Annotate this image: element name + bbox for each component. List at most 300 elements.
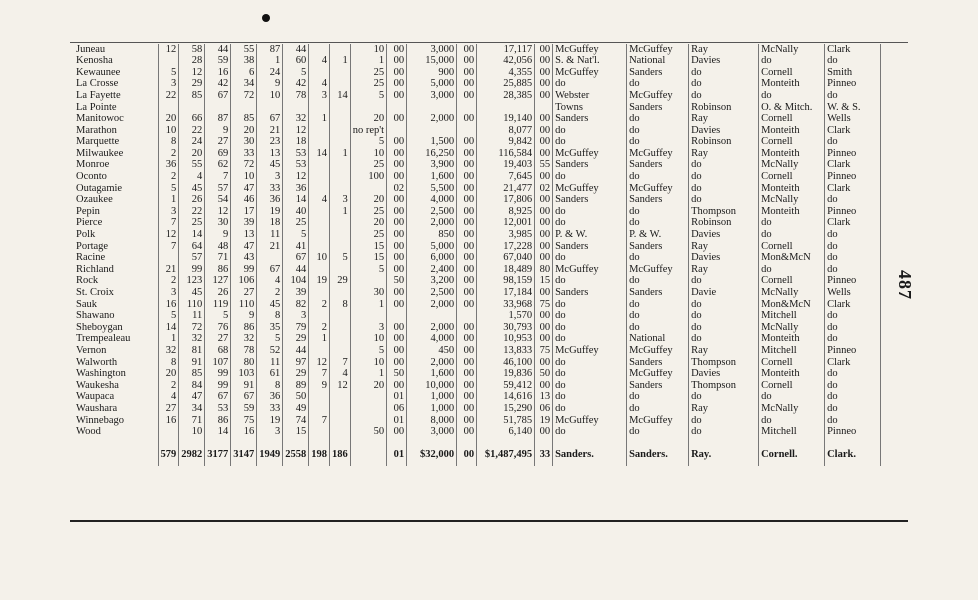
number-cell: 00 bbox=[535, 56, 553, 68]
number-cell: 67 bbox=[231, 392, 257, 404]
number-cell: 02 bbox=[535, 183, 553, 195]
number-cell: 51,785 bbox=[477, 415, 535, 427]
number-cell: 00 bbox=[535, 125, 553, 137]
number-cell: 12 bbox=[283, 172, 309, 184]
number-cell: 450 bbox=[407, 345, 457, 357]
county-name-cell: Polk bbox=[74, 230, 158, 242]
textbook-cell: do bbox=[689, 415, 759, 427]
number-cell: 30 bbox=[350, 287, 386, 299]
number-cell: 1 bbox=[330, 206, 351, 218]
textbook-cell: Clark bbox=[825, 357, 881, 369]
number-cell: 15,000 bbox=[407, 56, 457, 68]
textbook-cell: McNally bbox=[759, 287, 825, 299]
textbook-cell: do bbox=[627, 403, 689, 415]
number-cell: 4 bbox=[309, 79, 330, 91]
number-cell: 01 bbox=[387, 392, 407, 404]
number-cell: 85 bbox=[179, 369, 205, 381]
county-name-cell: Waukesha bbox=[74, 380, 158, 392]
number-cell bbox=[330, 427, 351, 439]
textbook-cell: Clark bbox=[825, 125, 881, 137]
number-cell: 1 bbox=[158, 334, 179, 346]
number-cell: 21 bbox=[158, 264, 179, 276]
number-cell: 00 bbox=[387, 67, 407, 79]
number-cell: 30 bbox=[205, 218, 231, 230]
number-cell: 44 bbox=[205, 44, 231, 56]
number-cell: 00 bbox=[387, 334, 407, 346]
textbook-cell: McGuffey bbox=[627, 44, 689, 56]
table-row bbox=[74, 148, 881, 160]
number-cell: 19 bbox=[257, 415, 283, 427]
textbook-cell: do bbox=[553, 392, 627, 404]
number-cell: 00 bbox=[457, 276, 477, 288]
textbook-cell: Sanders bbox=[627, 195, 689, 207]
number-cell: $32,000 bbox=[407, 438, 457, 466]
number-cell bbox=[387, 125, 407, 137]
number-cell: 3,985 bbox=[477, 230, 535, 242]
textbook-cell: do bbox=[627, 125, 689, 137]
number-cell: 67 bbox=[257, 114, 283, 126]
textbook-cell: W. & S. bbox=[825, 102, 881, 114]
table-row bbox=[74, 90, 881, 102]
number-cell: 53 bbox=[283, 160, 309, 172]
number-cell bbox=[309, 67, 330, 79]
textbook-cell: do bbox=[553, 380, 627, 392]
number-cell: 6 bbox=[231, 67, 257, 79]
textbook-cell: do bbox=[553, 218, 627, 230]
number-cell: 15 bbox=[535, 276, 553, 288]
number-cell: 00 bbox=[535, 44, 553, 56]
table-row bbox=[74, 230, 881, 242]
number-cell bbox=[309, 241, 330, 253]
county-name-cell: St. Croix bbox=[74, 287, 158, 299]
textbook-cell: Towns bbox=[553, 102, 627, 114]
number-cell bbox=[330, 287, 351, 299]
textbook-cell: Wells bbox=[825, 287, 881, 299]
textbook-cell: do bbox=[825, 137, 881, 149]
number-cell: 00 bbox=[457, 438, 477, 466]
number-cell: 10 bbox=[231, 172, 257, 184]
county-name-cell: Pierce bbox=[74, 218, 158, 230]
number-cell: 00 bbox=[387, 195, 407, 207]
textbook-cell: do bbox=[553, 172, 627, 184]
textbook-cell: Sanders bbox=[627, 287, 689, 299]
number-cell: 2,500 bbox=[407, 287, 457, 299]
number-cell: 19 bbox=[309, 276, 330, 288]
county-name-cell: Shawano bbox=[74, 311, 158, 323]
number-cell bbox=[350, 438, 386, 466]
number-cell: 11 bbox=[179, 311, 205, 323]
number-cell: 06 bbox=[535, 403, 553, 415]
number-cell: 78 bbox=[283, 90, 309, 102]
textbook-cell: Sanders bbox=[553, 241, 627, 253]
textbook-cell: do bbox=[825, 334, 881, 346]
number-cell: 54 bbox=[205, 195, 231, 207]
table-row bbox=[74, 322, 881, 334]
number-cell bbox=[309, 206, 330, 218]
number-cell: 12 bbox=[309, 357, 330, 369]
number-cell bbox=[350, 276, 386, 288]
textbook-cell: Cornell bbox=[759, 276, 825, 288]
number-cell: 45 bbox=[257, 299, 283, 311]
number-cell: 50 bbox=[283, 392, 309, 404]
textbook-cell: do bbox=[553, 253, 627, 265]
textbook-cell: do bbox=[627, 427, 689, 439]
textbook-cell: Clark bbox=[825, 299, 881, 311]
textbook-cell: Ray bbox=[689, 114, 759, 126]
textbook-cell: McNally bbox=[759, 195, 825, 207]
number-cell: 50 bbox=[387, 369, 407, 381]
textbook-cell: McGuffey bbox=[553, 44, 627, 56]
number-cell: 2 bbox=[158, 276, 179, 288]
number-cell: 9 bbox=[231, 311, 257, 323]
number-cell: 6,000 bbox=[407, 253, 457, 265]
county-name-cell: La Pointe bbox=[74, 102, 158, 114]
textbook-cell: Cornell. bbox=[759, 438, 825, 466]
table-row bbox=[74, 56, 881, 68]
number-cell: 89 bbox=[283, 380, 309, 392]
textbook-cell: Monteith bbox=[759, 206, 825, 218]
number-cell: 25 bbox=[350, 206, 386, 218]
number-cell: 75 bbox=[231, 415, 257, 427]
number-cell: 19,836 bbox=[477, 369, 535, 381]
number-cell: 00 bbox=[387, 345, 407, 357]
number-cell: 29 bbox=[179, 79, 205, 91]
number-cell bbox=[231, 102, 257, 114]
textbook-cell: do bbox=[627, 172, 689, 184]
county-name-cell: Racine bbox=[74, 253, 158, 265]
number-cell: 99 bbox=[179, 264, 205, 276]
textbook-cell: McGuffey bbox=[627, 183, 689, 195]
textbook-cell: do bbox=[627, 114, 689, 126]
textbook-cell: National bbox=[627, 334, 689, 346]
county-name-cell: Winnebago bbox=[74, 415, 158, 427]
textbook-cell: do bbox=[553, 334, 627, 346]
textbook-cell: do bbox=[825, 415, 881, 427]
number-cell: 27 bbox=[158, 403, 179, 415]
textbook-cell: Mon&McN bbox=[759, 299, 825, 311]
number-cell: 110 bbox=[179, 299, 205, 311]
county-name-cell: Monroe bbox=[74, 160, 158, 172]
number-cell: 74 bbox=[283, 415, 309, 427]
number-cell: 00 bbox=[387, 241, 407, 253]
number-cell: 00 bbox=[387, 44, 407, 56]
textbook-cell: Monteith bbox=[759, 125, 825, 137]
number-cell: 75 bbox=[535, 345, 553, 357]
textbook-cell: Cornell bbox=[759, 67, 825, 79]
number-cell: 2 bbox=[158, 380, 179, 392]
textbook-cell: S. & Nat'l. bbox=[553, 56, 627, 68]
table-row bbox=[74, 345, 881, 357]
number-cell: 15 bbox=[350, 253, 386, 265]
number-cell: 00 bbox=[535, 334, 553, 346]
number-cell bbox=[330, 79, 351, 91]
textbook-cell: McGuffey bbox=[553, 345, 627, 357]
textbook-cell: Cornell bbox=[759, 137, 825, 149]
county-name-cell: Washington bbox=[74, 369, 158, 381]
number-cell: 3 bbox=[283, 311, 309, 323]
number-cell: 00 bbox=[457, 253, 477, 265]
textbook-cell: Mitchell bbox=[759, 345, 825, 357]
number-cell: 4,000 bbox=[407, 334, 457, 346]
number-cell bbox=[387, 102, 407, 114]
textbook-cell: Mitchell bbox=[759, 427, 825, 439]
number-cell: 75 bbox=[535, 299, 553, 311]
number-cell: 3 bbox=[309, 90, 330, 102]
textbook-cell: do bbox=[825, 403, 881, 415]
number-cell: 1 bbox=[309, 114, 330, 126]
number-cell: 50 bbox=[535, 369, 553, 381]
number-cell: $1,487,495 bbox=[477, 438, 535, 466]
number-cell: 10 bbox=[350, 357, 386, 369]
textbook-cell: Pinneo bbox=[825, 206, 881, 218]
number-cell: 3177 bbox=[205, 438, 231, 466]
number-cell: 12 bbox=[158, 44, 179, 56]
textbook-cell: do bbox=[825, 322, 881, 334]
number-cell: 1,570 bbox=[477, 311, 535, 323]
number-cell: 01 bbox=[387, 438, 407, 466]
number-cell: 20 bbox=[179, 148, 205, 160]
number-cell: 3,000 bbox=[407, 427, 457, 439]
number-cell: 123 bbox=[179, 276, 205, 288]
number-cell: 00 bbox=[457, 334, 477, 346]
number-cell: 00 bbox=[387, 357, 407, 369]
number-cell: 3 bbox=[158, 206, 179, 218]
number-cell: 67 bbox=[257, 264, 283, 276]
textbook-cell: do bbox=[759, 264, 825, 276]
number-cell: 7,645 bbox=[477, 172, 535, 184]
number-cell: 38 bbox=[231, 56, 257, 68]
number-cell: 9,842 bbox=[477, 137, 535, 149]
county-statistics-table bbox=[74, 44, 881, 466]
number-cell: 24 bbox=[257, 67, 283, 79]
number-cell: 72 bbox=[231, 160, 257, 172]
table-row bbox=[74, 67, 881, 79]
number-cell: 12 bbox=[283, 125, 309, 137]
table-row bbox=[74, 183, 881, 195]
number-cell bbox=[309, 137, 330, 149]
textbook-cell: Ray bbox=[689, 241, 759, 253]
number-cell: 5 bbox=[350, 345, 386, 357]
number-cell bbox=[330, 125, 351, 137]
county-name-cell: Kewaunee bbox=[74, 67, 158, 79]
number-cell: 50 bbox=[350, 427, 386, 439]
number-cell: 00 bbox=[387, 264, 407, 276]
textbook-cell: McGuffey bbox=[553, 67, 627, 79]
number-cell: 00 bbox=[387, 79, 407, 91]
number-cell: 45 bbox=[179, 287, 205, 299]
textbook-cell: Sanders bbox=[553, 287, 627, 299]
number-cell: 2,000 bbox=[407, 299, 457, 311]
textbook-cell: Clark bbox=[825, 44, 881, 56]
number-cell: 18 bbox=[283, 137, 309, 149]
number-cell: 00 bbox=[387, 218, 407, 230]
number-cell bbox=[205, 102, 231, 114]
number-cell: 16,250 bbox=[407, 148, 457, 160]
number-cell: 25 bbox=[283, 218, 309, 230]
number-cell: 40 bbox=[283, 206, 309, 218]
textbook-cell: Sanders bbox=[553, 160, 627, 172]
number-cell: 4 bbox=[179, 172, 205, 184]
number-cell: 17,806 bbox=[477, 195, 535, 207]
textbook-cell: Sanders bbox=[627, 102, 689, 114]
textbook-cell: McGuffey bbox=[553, 183, 627, 195]
number-cell: 15 bbox=[283, 427, 309, 439]
textbook-cell: Pinneo bbox=[825, 276, 881, 288]
number-cell: 27 bbox=[231, 287, 257, 299]
textbook-cell: do bbox=[627, 137, 689, 149]
number-cell: 3 bbox=[158, 79, 179, 91]
table-row bbox=[74, 195, 881, 207]
number-cell: 8,077 bbox=[477, 125, 535, 137]
number-cell bbox=[257, 102, 283, 114]
table-row bbox=[74, 357, 881, 369]
number-cell: 97 bbox=[283, 357, 309, 369]
textbook-cell: Clark bbox=[825, 218, 881, 230]
number-cell bbox=[309, 218, 330, 230]
number-cell: 18,489 bbox=[477, 264, 535, 276]
number-cell: 69 bbox=[205, 148, 231, 160]
textbook-cell: do bbox=[825, 392, 881, 404]
textbook-cell: Ray bbox=[689, 403, 759, 415]
number-cell: 44 bbox=[283, 345, 309, 357]
number-cell: 44 bbox=[283, 44, 309, 56]
textbook-cell: O. & Mitch. bbox=[759, 102, 825, 114]
number-cell: 00 bbox=[387, 148, 407, 160]
number-cell: 1 bbox=[257, 56, 283, 68]
number-cell: 20 bbox=[350, 195, 386, 207]
textbook-cell: do bbox=[825, 56, 881, 68]
textbook-cell: P. & W. bbox=[627, 230, 689, 242]
number-cell: 00 bbox=[457, 287, 477, 299]
table-row bbox=[74, 79, 881, 91]
county-name-cell: Manitowoc bbox=[74, 114, 158, 126]
textbook-cell: McGuffey bbox=[627, 345, 689, 357]
number-cell: 22 bbox=[179, 125, 205, 137]
number-cell: 5 bbox=[158, 67, 179, 79]
textbook-cell: Cornell bbox=[759, 114, 825, 126]
number-cell: 33 bbox=[535, 438, 553, 466]
number-cell: 67 bbox=[205, 90, 231, 102]
county-name-cell: Outagamie bbox=[74, 183, 158, 195]
number-cell: 14 bbox=[309, 148, 330, 160]
number-cell: 5 bbox=[205, 311, 231, 323]
number-cell: 67,040 bbox=[477, 253, 535, 265]
textbook-cell: Thompson bbox=[689, 380, 759, 392]
number-cell: 59,412 bbox=[477, 380, 535, 392]
textbook-cell: do bbox=[627, 276, 689, 288]
number-cell: 36 bbox=[257, 392, 283, 404]
number-cell: 4,000 bbox=[407, 195, 457, 207]
number-cell: 14 bbox=[179, 230, 205, 242]
textbook-cell: do bbox=[759, 392, 825, 404]
number-cell: 579 bbox=[158, 438, 179, 466]
table-row bbox=[74, 264, 881, 276]
number-cell: 8,925 bbox=[477, 206, 535, 218]
table-row bbox=[74, 137, 881, 149]
number-cell: 3 bbox=[158, 287, 179, 299]
number-cell: 1,000 bbox=[407, 403, 457, 415]
number-cell: 8 bbox=[158, 137, 179, 149]
number-cell: 8 bbox=[257, 311, 283, 323]
number-cell: 00 bbox=[457, 218, 477, 230]
number-cell: 2,000 bbox=[407, 114, 457, 126]
textbook-cell: Robinson bbox=[689, 218, 759, 230]
number-cell: 48 bbox=[205, 241, 231, 253]
number-cell: 1 bbox=[158, 195, 179, 207]
number-cell: 66 bbox=[179, 114, 205, 126]
textbook-cell: do bbox=[689, 67, 759, 79]
textbook-cell: do bbox=[689, 299, 759, 311]
number-cell: 20 bbox=[350, 114, 386, 126]
textbook-cell: Davie bbox=[689, 287, 759, 299]
textbook-cell: Ray bbox=[689, 264, 759, 276]
number-cell: 34 bbox=[231, 79, 257, 91]
number-cell: 13 bbox=[231, 230, 257, 242]
number-cell: 104 bbox=[283, 276, 309, 288]
number-cell: 34 bbox=[179, 403, 205, 415]
number-cell bbox=[158, 56, 179, 68]
textbook-cell: do bbox=[627, 299, 689, 311]
number-cell: 00 bbox=[457, 79, 477, 91]
number-cell: 198 bbox=[309, 438, 330, 466]
county-name-cell: Kenosha bbox=[74, 56, 158, 68]
textbook-cell: Monteith bbox=[759, 148, 825, 160]
number-cell: 20 bbox=[231, 125, 257, 137]
number-cell: 5 bbox=[350, 90, 386, 102]
textbook-cell: do bbox=[553, 125, 627, 137]
number-cell: 00 bbox=[387, 90, 407, 102]
number-cell: 00 bbox=[535, 195, 553, 207]
number-cell: 16 bbox=[158, 299, 179, 311]
textbook-cell: do bbox=[553, 403, 627, 415]
number-cell: 1,000 bbox=[407, 392, 457, 404]
table-row bbox=[74, 334, 881, 346]
number-cell: 46 bbox=[231, 195, 257, 207]
textbook-cell: do bbox=[759, 230, 825, 242]
number-cell: 33 bbox=[257, 183, 283, 195]
number-cell: 2 bbox=[158, 148, 179, 160]
textbook-cell: Thompson bbox=[689, 206, 759, 218]
number-cell bbox=[309, 160, 330, 172]
number-cell: 00 bbox=[457, 195, 477, 207]
textbook-cell: Robinson bbox=[689, 137, 759, 149]
number-cell: 00 bbox=[457, 67, 477, 79]
number-cell: 00 bbox=[535, 114, 553, 126]
number-cell: 6,140 bbox=[477, 427, 535, 439]
table-row bbox=[74, 299, 881, 311]
number-cell: 00 bbox=[457, 380, 477, 392]
number-cell: 00 bbox=[457, 90, 477, 102]
number-cell: 19 bbox=[535, 415, 553, 427]
textbook-cell: Davies bbox=[689, 230, 759, 242]
number-cell: 00 bbox=[535, 79, 553, 91]
number-cell: 45 bbox=[179, 183, 205, 195]
number-cell: no rep't bbox=[350, 125, 386, 137]
textbook-cell: McNally bbox=[759, 403, 825, 415]
number-cell: 21 bbox=[257, 241, 283, 253]
number-cell: 27 bbox=[205, 334, 231, 346]
number-cell: 1 bbox=[350, 369, 386, 381]
number-cell bbox=[457, 102, 477, 114]
number-cell: 00 bbox=[457, 56, 477, 68]
textbook-cell: McGuffey bbox=[553, 415, 627, 427]
number-cell bbox=[309, 183, 330, 195]
textbook-cell: McGuffey bbox=[627, 415, 689, 427]
number-cell: 55 bbox=[231, 44, 257, 56]
textbook-cell: McGuffey bbox=[627, 264, 689, 276]
number-cell: 00 bbox=[387, 299, 407, 311]
textbook-cell: do bbox=[689, 334, 759, 346]
